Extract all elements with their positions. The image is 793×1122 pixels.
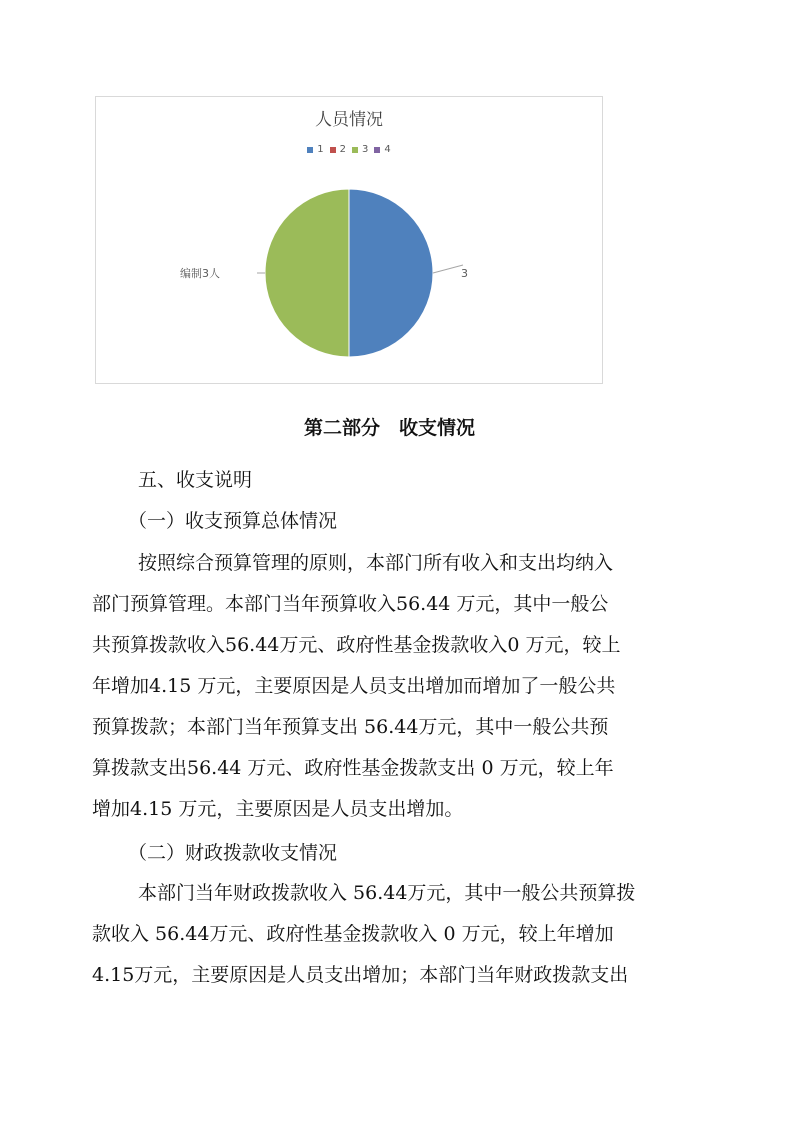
legend-label: 3 — [362, 144, 369, 155]
section-title: 五、收支说明 — [138, 469, 253, 491]
paragraph-line: 算拨款支出56.44 万元、政府性基金拨款支出 0 万元，较上年 — [92, 757, 614, 779]
paragraph-line: 按照综合预算管理的原则，本部门所有收入和支出均纳入 — [138, 552, 614, 574]
paragraph-line: 预算拨款；本部门当年预算支出 56.44万元，其中一般公共预 — [92, 716, 609, 738]
paragraph-line: 款收入 56.44万元、政府性基金拨款收入 0 万元，较上年增加 — [92, 923, 614, 945]
legend-label: 4 — [384, 144, 391, 155]
paragraph-line: 共预算拨款收入56.44万元、政府性基金拨款收入0 万元，较上 — [92, 634, 621, 656]
paragraph-line: 增加4.15 万元，主要原因是人员支出增加。 — [92, 798, 464, 820]
paragraph-line: 年增加4.15 万元，主要原因是人员支出增加而增加了一般公共 — [92, 675, 616, 697]
legend-label: 1 — [317, 144, 324, 155]
part-title: 第二部分 收支情况 — [304, 417, 476, 439]
chart-title: 人员情况 — [315, 110, 383, 130]
legend-label: 2 — [339, 144, 346, 155]
pie-plot — [96, 97, 602, 383]
data-label: 3 — [461, 267, 468, 280]
data-label: 编制3人 — [180, 267, 220, 280]
subsection-title: （二）财政拨款收支情况 — [128, 842, 338, 864]
leader-line — [433, 265, 463, 273]
pie-slice-3 — [265, 189, 349, 357]
pie-slice-1 — [349, 189, 433, 357]
paragraph-line: 部门预算管理。本部门当年预算收入56.44 万元，其中一般公 — [92, 593, 609, 615]
paragraph-line: 本部门当年财政拨款收入 56.44万元，其中一般公共预算拨 — [138, 882, 636, 904]
paragraph-line: 4.15万元，主要原因是人员支出增加；本部门当年财政拨款支出 — [92, 964, 629, 986]
pie-chart — [95, 96, 603, 384]
subsection-title: （一）收支预算总体情况 — [128, 510, 338, 532]
